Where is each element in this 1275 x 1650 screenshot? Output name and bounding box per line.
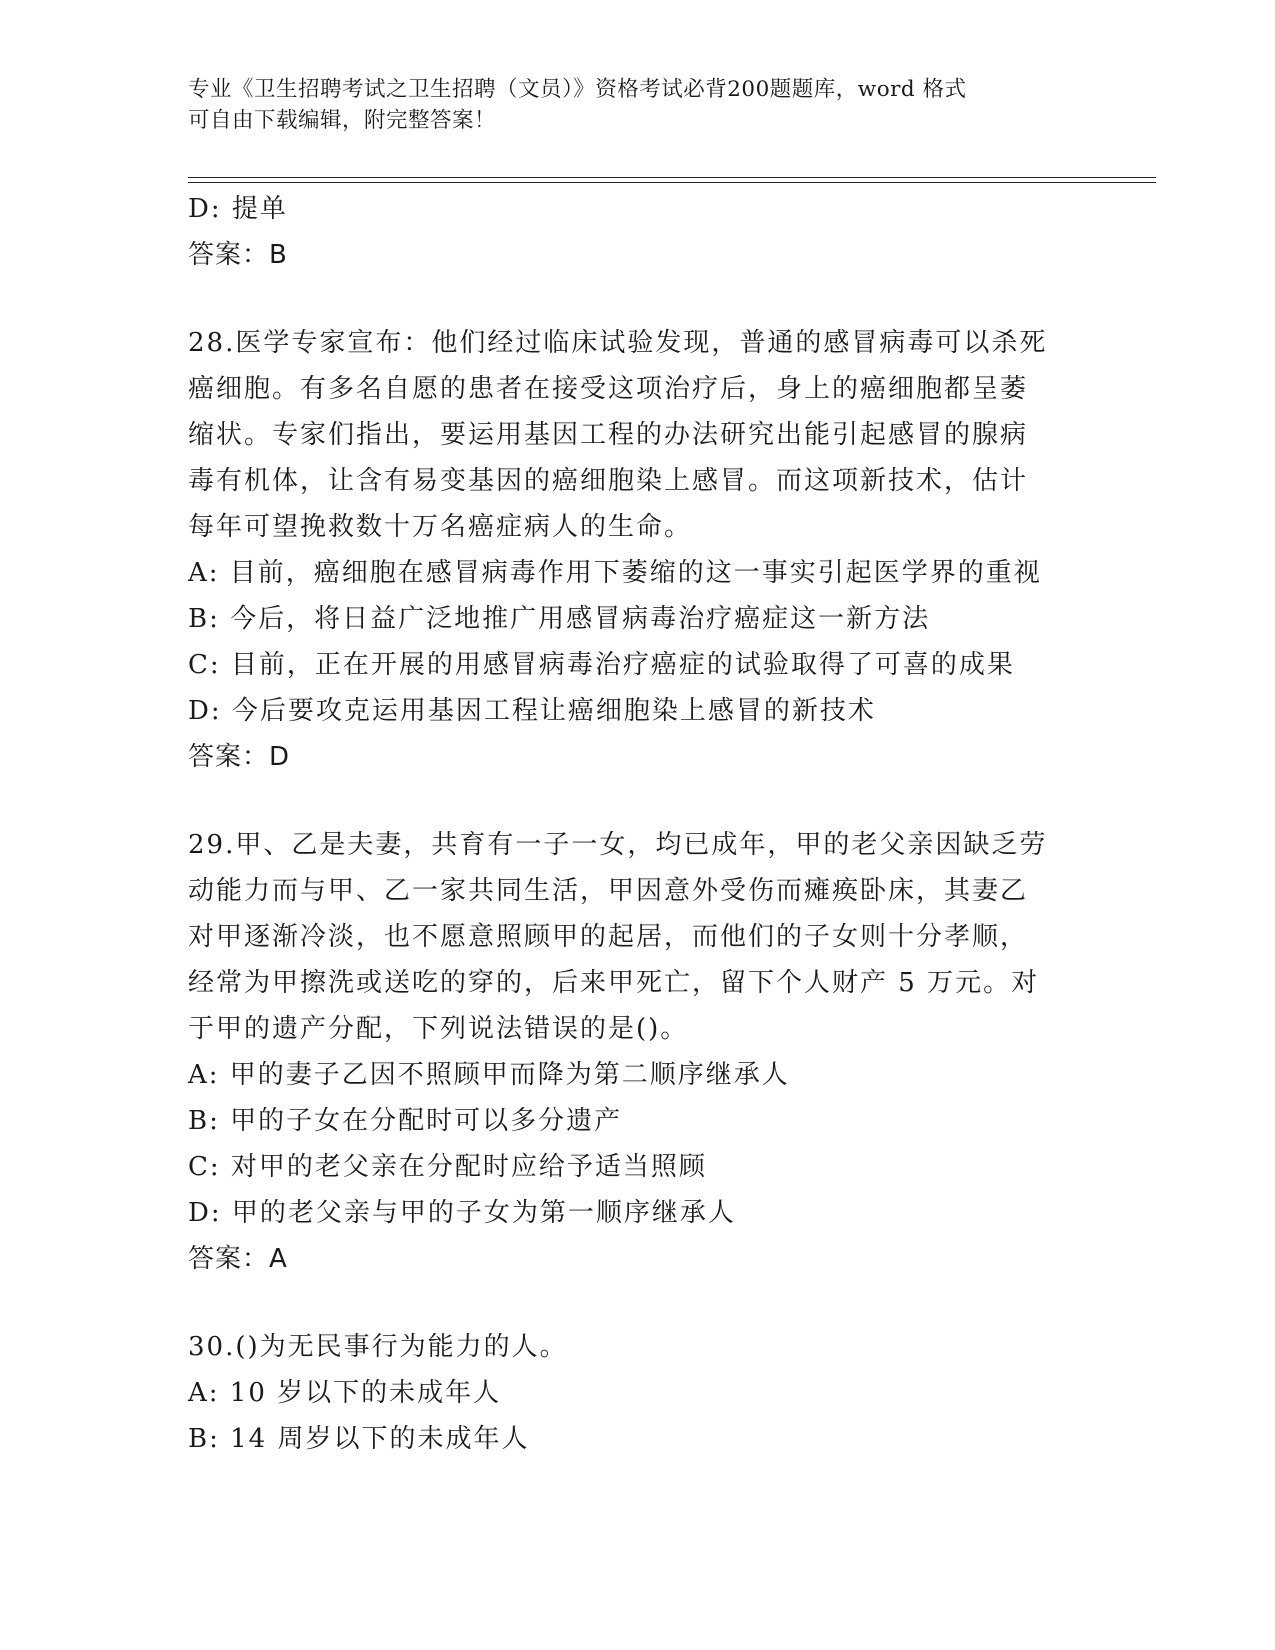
question-text-line: 30.()为无民事行为能力的人。 [188, 1332, 568, 1362]
option-d: D: 提单 [188, 194, 288, 224]
option-b: B: 今后，将日益广泛地推广用感冒病毒治疗癌症这一新方法 [188, 604, 931, 634]
question-text-line: 毒有机体，让含有易变基因的癌细胞染上感冒。而这项新技术，估计 [188, 466, 1029, 496]
question-text-line: 对甲逐渐冷淡，也不愿意照顾甲的起居，而他们的子女则十分孝顺， [188, 922, 1029, 952]
option-a: A: 10 岁以下的未成年人 [188, 1378, 502, 1408]
question-text-line: 29.甲、乙是夫妻，共育有一子一女，均已成年，甲的老父亲因缺乏劳 [188, 830, 1048, 860]
question-list [188, 186, 1088, 1462]
header-line-2: 可自由下载编辑，附完整答案！ [188, 108, 497, 133]
question-text-line: 于甲的遗产分配，下列说法错误的是()。 [188, 1014, 689, 1044]
option-c: C: 目前，正在开展的用感冒病毒治疗癌症的试验取得了可喜的成果 [188, 650, 1015, 680]
document-header [188, 74, 1068, 136]
question-29 [188, 822, 1088, 1282]
option-c: C: 对甲的老父亲在分配时应给予适当照顾 [188, 1152, 707, 1182]
answer: 答案：D [188, 742, 291, 772]
answer: 答案：A [188, 1244, 288, 1274]
option-b: B: 甲的子女在分配时可以多分遗产 [188, 1106, 623, 1136]
option-a: A: 目前，癌细胞在感冒病毒作用下萎缩的这一事实引起医学界的重视 [188, 558, 1042, 588]
option-b: B: 14 周岁以下的未成年人 [188, 1424, 530, 1454]
header-divider-bottom [188, 182, 1156, 183]
option-d: D: 甲的老父亲与甲的子女为第一顺序继承人 [188, 1198, 736, 1228]
option-a: A: 甲的妻子乙因不照顾甲而降为第二顺序继承人 [188, 1060, 790, 1090]
header-divider-top [188, 177, 1156, 178]
header-line-1: 专业《卫生招聘考试之卫生招聘（文员）》资格考试必背200题题库，word 格式 [188, 77, 967, 102]
question-28 [188, 320, 1088, 780]
question-text-line: 经常为甲擦洗或送吃的穿的，后来甲死亡，留下个人财产 5 万元。对 [188, 968, 1040, 998]
question-text-line: 癌细胞。有多名自愿的患者在接受这项治疗后，身上的癌细胞都呈萎 [188, 374, 1029, 404]
question-text-line: 28.医学专家宣布：他们经过临床试验发现，普通的感冒病毒可以杀死 [188, 328, 1048, 358]
question-30 [188, 1324, 1088, 1462]
question-text-line: 每年可望挽救数十万名癌症病人的生命。 [188, 512, 693, 542]
answer: 答案：B [188, 240, 288, 270]
question-text-line: 动能力而与甲、乙一家共同生活，甲因意外受伤而瘫痪卧床，其妻乙 [188, 876, 1029, 906]
option-d: D: 今后要攻克运用基因工程让癌细胞染上感冒的新技术 [188, 696, 876, 726]
question-text-line: 缩状。专家们指出，要运用基因工程的办法研究出能引起感冒的腺病 [188, 420, 1029, 450]
